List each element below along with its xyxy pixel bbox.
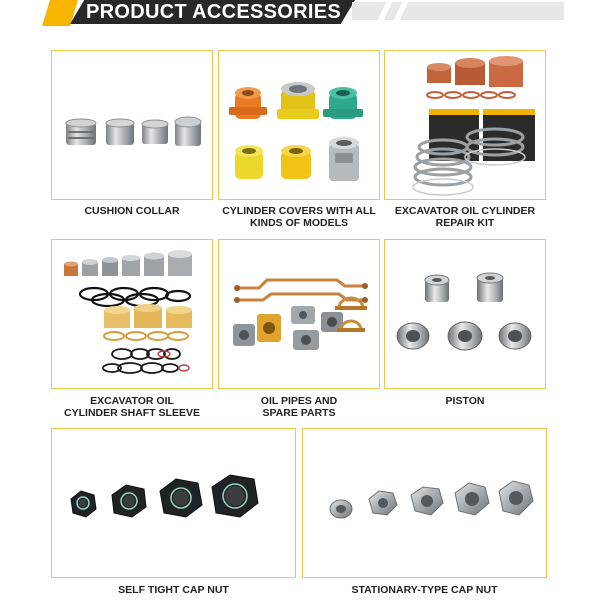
product-card-piston[interactable] <box>384 239 546 389</box>
piston-image <box>385 240 545 388</box>
product-card-oil-pipes[interactable] <box>218 239 380 389</box>
repair-kit-image <box>385 51 545 199</box>
product-label-repair-kit: EXCAVATOR OIL CYLINDER REPAIR KIT <box>394 205 536 229</box>
page-title: PRODUCT ACCESSORIES <box>86 1 341 23</box>
cushion-collar-image <box>52 51 212 199</box>
product-card-self-tight-cap-nut[interactable] <box>51 428 296 578</box>
product-label-piston: PISTON <box>445 395 485 407</box>
stationary-cap-nut-image <box>303 429 546 577</box>
product-label-stationary-cap-nut: STATIONARY-TYPE CAP NUT <box>351 584 498 596</box>
product-card-cylinder-covers[interactable] <box>218 50 380 200</box>
oil-pipes-image <box>219 240 379 388</box>
shaft-sleeve-image <box>52 240 212 388</box>
product-label-cylinder-covers: CYLINDER COVERS WITH ALL KINDS OF MODELS <box>222 205 376 229</box>
product-card-cushion-collar[interactable] <box>51 50 213 200</box>
product-card-repair-kit[interactable] <box>384 50 546 200</box>
cylinder-covers-image <box>219 51 379 199</box>
section-header <box>0 0 600 30</box>
product-label-oil-pipes: OIL PIPES AND SPARE PARTS <box>260 395 338 419</box>
self-tight-cap-nut-image <box>52 429 295 577</box>
product-card-shaft-sleeve[interactable] <box>51 239 213 389</box>
product-card-stationary-cap-nut[interactable] <box>302 428 547 578</box>
product-label-self-tight-cap-nut: SELF TIGHT CAP NUT <box>118 584 229 596</box>
product-label-cushion-collar: CUSHION COLLAR <box>84 205 180 217</box>
product-label-shaft-sleeve: EXCAVATOR OIL CYLINDER SHAFT SLEEVE <box>64 395 200 419</box>
